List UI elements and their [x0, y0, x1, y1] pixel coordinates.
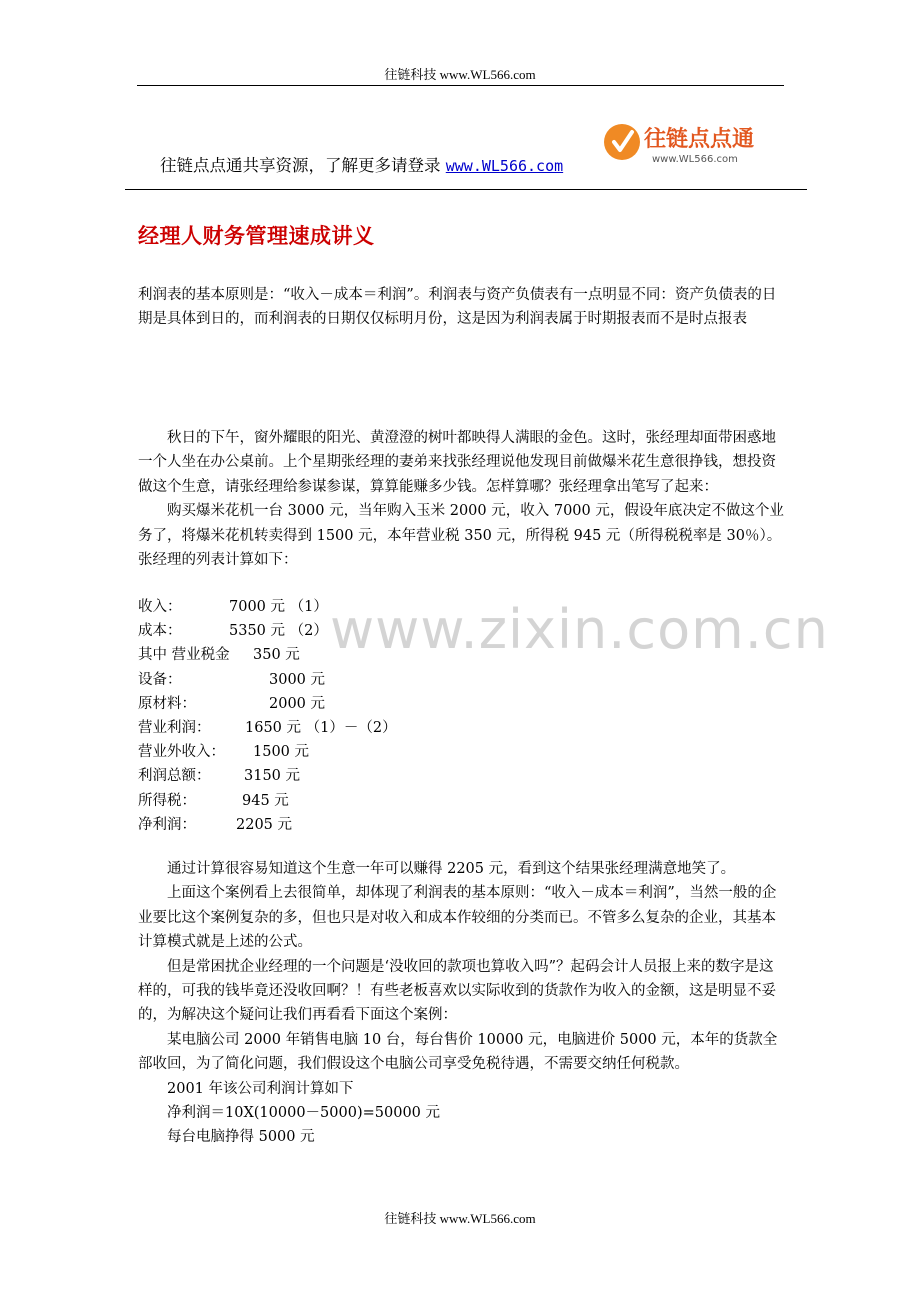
- row-value: 2000 元: [269, 695, 326, 712]
- document-title: 经理人财务管理速成讲义: [138, 223, 375, 248]
- banner-divider: [125, 189, 807, 190]
- share-link[interactable]: www.WL566.com: [445, 157, 564, 175]
- body-section: [138, 857, 784, 1150]
- row-label: 利润总额：: [138, 768, 211, 785]
- intro-text: 利润表的基本原则是：“收入－成本＝利润”。利润表与资产负债表有一点明显不同：资产负债表的日期是具体到日的，而利润表的日期仅仅标明月份，这是因为利润表属于时期报表而不是时点报表: [138, 287, 777, 328]
- row-value: 3000 元: [269, 671, 326, 688]
- story-section: [138, 426, 784, 572]
- intro-paragraph: [138, 283, 784, 332]
- row-value: 350 元: [253, 647, 300, 664]
- row-label: 收入：: [138, 599, 182, 615]
- row-label: 其中 营业税金: [138, 647, 230, 664]
- row-label: 设备：: [138, 671, 182, 688]
- body-paragraph: 净利润＝10X(10000－5000)=50000 元: [167, 1105, 441, 1122]
- story-paragraph: 购买爆米花机一台 3000 元，当年购入玉米 2000 元，收入 7000 元，假设年底决定不做这个业务了，将爆米花机转卖得到 1500 元，本年营业税 350 元，所得税 945 元（所得税税率是 30％）。张经理的列表计算如下：: [138, 503, 784, 569]
- row-label: 原材料：: [138, 695, 196, 712]
- row-value: 1500 元: [253, 744, 310, 761]
- row-value: 3150 元: [244, 768, 301, 785]
- brand-logo: [602, 118, 762, 170]
- story-paragraph: 秋日的下午，窗外耀眼的阳光、黄澄澄的树叶都映得人满眼的金色。这时，张经理却面带困惑地一个人坐在办公桌前。上个星期张经理的妻弟来找张经理说他发现目前做爆米花生意很挣钱，想投资做这个生意，请张经理给参谋参谋，算算能赚多少钱。怎样算哪？张经理拿出笔写了起来：: [138, 430, 776, 495]
- logo-url-text: www.WL566.com: [652, 154, 738, 165]
- row-label: 净利润：: [138, 816, 196, 833]
- row-label: 营业外收入：: [138, 744, 225, 761]
- row-value: 1650 元 （1）－（2）: [245, 719, 397, 736]
- body-paragraph: 但是常困扰企业经理的一个问题是‘没收回的款项也算收入吗”？起码会计人员报上来的数字是这样的，可我的钱毕竟还没收回啊？！有些老板喜欢以实际收到的货款作为收入的金额，这是明显不妥的，为解决这个疑问让我们再看看下面这个案例：: [138, 958, 776, 1024]
- body-paragraph: 上面这个案例看上去很简单，却体现了利润表的基本原则：“收入－成本＝利润”，当然一般的企业要比这个案例复杂的多，但也只是对收入和成本作较细的分类而已。不管多么复杂的企业，其基本计算模式就是上述的公式。: [138, 885, 777, 951]
- page-footer: 往链科技 www.WL566.com: [384, 1211, 536, 1226]
- watermark: www.zixin.com.cn: [330, 598, 829, 661]
- body-paragraph: 2001 年该公司利润计算如下: [167, 1080, 354, 1097]
- row-value: 945 元: [242, 792, 289, 809]
- page-header: 往链科技 www.WL566.com: [384, 67, 536, 82]
- row-label: 成本：: [138, 623, 182, 640]
- body-paragraph: 某电脑公司 2000 年销售电脑 10 台，每台售价 10000 元，电脑进价 5000 元，本年的货款全部收回，为了简化问题，我们假设这个电脑公司享受免税待遇，不需要交纳任何税款。: [138, 1031, 778, 1073]
- share-banner: [160, 152, 563, 176]
- row-value: 2205 元: [236, 816, 293, 833]
- header-divider: [137, 85, 784, 86]
- row-value: 7000 元 （1）: [229, 599, 328, 615]
- body-paragraph: 通过计算很容易知道这个生意一年可以赚得 2205 元，看到这个结果张经理满意地笑了。: [167, 861, 736, 877]
- body-paragraph: 每台电脑挣得 5000 元: [167, 1129, 315, 1146]
- row-label: 所得税：: [138, 792, 196, 809]
- row-label: 营业利润：: [138, 719, 211, 736]
- row-value: 5350 元 （2）: [229, 623, 328, 640]
- share-text: 往链点点通共享资源，了解更多请登录: [160, 156, 446, 175]
- logo-brand-text: 往链点点通: [644, 127, 755, 152]
